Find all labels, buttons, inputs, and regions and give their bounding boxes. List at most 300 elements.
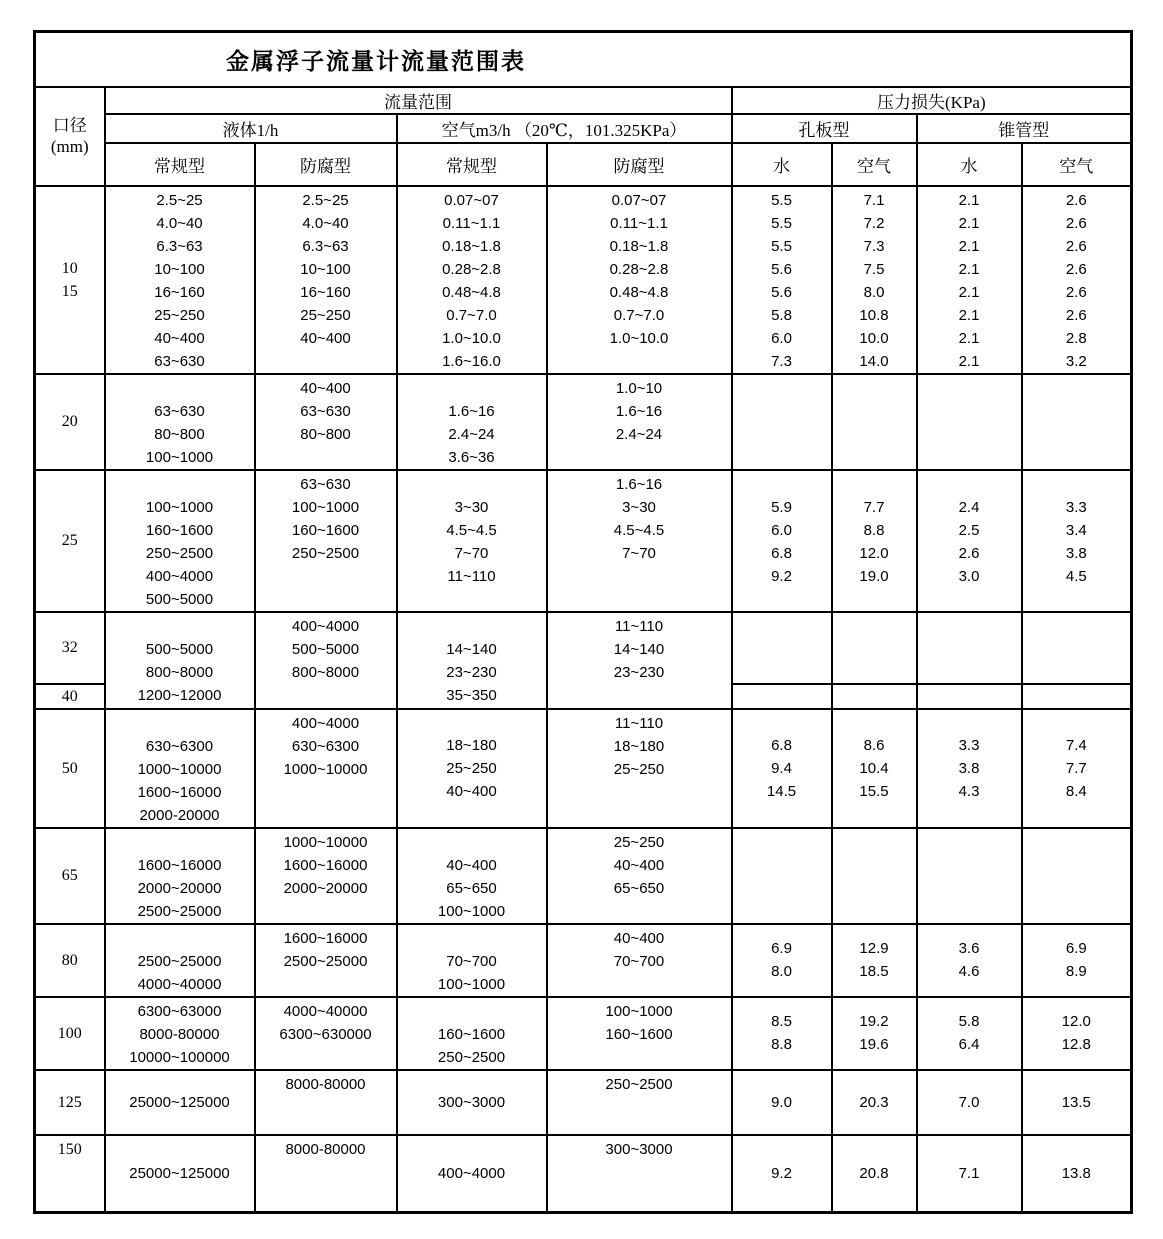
value-line: 1000~10000 bbox=[283, 833, 368, 851]
cell-orifice-water-values bbox=[733, 471, 831, 588]
col-header-cone-water: 水 bbox=[917, 143, 1022, 186]
table-row bbox=[35, 470, 1132, 612]
cell-orifice-water bbox=[732, 186, 832, 374]
cell-air-anti-values bbox=[548, 829, 731, 900]
cell-cone-water bbox=[917, 1070, 1022, 1135]
value-line: 8.8 bbox=[863, 521, 885, 539]
value-line: 400~4000 bbox=[437, 1164, 506, 1182]
value-line: 150 bbox=[57, 1140, 82, 1158]
value-line: 13.5 bbox=[1061, 1093, 1091, 1111]
value-line: 2.6 bbox=[1065, 237, 1087, 255]
cell-cone-water bbox=[917, 374, 1022, 470]
value-line: 400~4000 bbox=[291, 617, 360, 635]
cell-liquid-normal-values bbox=[106, 829, 254, 923]
col-header-orifice-air: 空气 bbox=[832, 143, 917, 186]
value-line: 32 bbox=[61, 639, 78, 656]
cell-liquid-anti-values bbox=[256, 613, 396, 684]
cell-air-anti bbox=[547, 374, 732, 470]
cell-cone-water-values bbox=[918, 187, 1021, 373]
cell-air-normal bbox=[397, 997, 547, 1070]
value-line: 2500~25000 bbox=[137, 952, 222, 970]
value-line: 35~350 bbox=[446, 686, 497, 704]
cell-liquid-normal bbox=[105, 709, 255, 828]
value-line bbox=[398, 377, 546, 400]
cell-liquid-normal bbox=[105, 470, 255, 612]
value-line: 1.0~10.0 bbox=[609, 329, 669, 347]
cell-air-anti-values bbox=[548, 925, 731, 973]
value-line: 8.5 bbox=[771, 1013, 792, 1030]
col-header-diameter bbox=[35, 87, 105, 186]
value-line: 100~1000 bbox=[291, 498, 360, 516]
cell-cone-water-values bbox=[918, 734, 1021, 803]
value-line bbox=[398, 927, 546, 950]
value-line: 18~180 bbox=[446, 736, 497, 754]
value-line: 7.1 bbox=[958, 1164, 980, 1182]
value-line: 4000~40000 bbox=[137, 975, 222, 993]
cell-cone-air-values bbox=[1023, 1162, 1131, 1185]
cell-orifice-air-values bbox=[833, 1162, 916, 1185]
value-line bbox=[106, 927, 254, 950]
value-line: 8.4 bbox=[1065, 782, 1087, 800]
value-line: 25~250 bbox=[446, 759, 497, 777]
cell-air-normal-values bbox=[398, 471, 546, 588]
value-line: 8.8 bbox=[771, 1036, 792, 1053]
value-line: 4.0~40 bbox=[302, 214, 349, 232]
cell-diameter bbox=[35, 374, 105, 470]
value-line: 8000-80000 bbox=[285, 1140, 366, 1158]
value-line: 7.2 bbox=[863, 214, 885, 232]
value-line: 4.6 bbox=[958, 963, 980, 980]
value-line: 2500~25000 bbox=[137, 902, 222, 920]
cell-air-normal bbox=[397, 1070, 547, 1135]
cell-diameter bbox=[35, 470, 105, 612]
cell-liquid-anti-values bbox=[256, 829, 396, 900]
value-line: 63~630 bbox=[300, 402, 351, 420]
table-row bbox=[35, 1070, 1132, 1135]
value-line: 5.6 bbox=[771, 283, 792, 301]
value-line bbox=[398, 1000, 546, 1023]
value-line: 3~30 bbox=[454, 498, 489, 516]
cell-liquid-anti bbox=[255, 186, 397, 374]
value-line: 2.6 bbox=[1065, 283, 1087, 301]
table-row bbox=[35, 828, 1132, 924]
cell-air-normal-values bbox=[398, 1162, 546, 1185]
table-row bbox=[35, 997, 1132, 1070]
value-line: 2.4~24 bbox=[448, 425, 495, 443]
table-row bbox=[35, 186, 1132, 374]
cell-air-anti bbox=[547, 924, 732, 997]
cell-orifice-air-values bbox=[833, 734, 916, 803]
cell-liquid-anti bbox=[255, 1135, 397, 1213]
cell-diameter-values bbox=[36, 1091, 104, 1114]
value-line: 4.3 bbox=[958, 782, 980, 800]
value-line: 0.07~07 bbox=[444, 191, 499, 209]
cell-orifice-water-values bbox=[733, 1162, 831, 1185]
cell-orifice-air bbox=[832, 374, 917, 470]
value-line: 300~3000 bbox=[437, 1093, 506, 1111]
value-line: 7.7 bbox=[1065, 759, 1087, 777]
value-line: 3.3 bbox=[1065, 498, 1087, 516]
cell-liquid-anti bbox=[255, 470, 397, 612]
cell-cone-air-values bbox=[1023, 1091, 1131, 1114]
value-line: 10.4 bbox=[859, 759, 889, 777]
cell-liquid-normal bbox=[105, 186, 255, 374]
value-line: 3.0 bbox=[958, 567, 980, 585]
value-line: 500~5000 bbox=[145, 640, 214, 658]
value-line: 8000-80000 bbox=[285, 1075, 366, 1093]
value-line: 1000~10000 bbox=[283, 760, 368, 778]
value-line: 0.28~2.8 bbox=[609, 260, 669, 278]
value-line: 6.9 bbox=[1065, 940, 1087, 957]
cell-cone-water-values bbox=[918, 1091, 1021, 1114]
value-line: 6.8 bbox=[771, 736, 792, 754]
cell-orifice-water bbox=[732, 1135, 832, 1213]
value-line bbox=[106, 473, 254, 496]
cell-orifice-air bbox=[832, 1135, 917, 1213]
col-header-liquid-normal: 常规型 bbox=[105, 143, 255, 186]
value-line: 160~1600 bbox=[291, 521, 360, 539]
cell-liquid-normal bbox=[105, 1135, 255, 1213]
cell-cone-air bbox=[1022, 828, 1132, 924]
value-line: 10~100 bbox=[300, 260, 351, 278]
page-title: 金属浮子流量计流量范围表 bbox=[35, 32, 1132, 87]
value-line bbox=[1023, 473, 1131, 496]
cell-orifice-water-values bbox=[733, 187, 831, 373]
cell-cone-air bbox=[1022, 374, 1132, 470]
value-line: 40 bbox=[61, 687, 78, 705]
value-line: 4000~40000 bbox=[283, 1002, 368, 1020]
cell-liquid-anti bbox=[255, 374, 397, 470]
cell-cone-air-values bbox=[1023, 937, 1131, 983]
value-line: 2.8 bbox=[1065, 329, 1087, 347]
value-line: 14~140 bbox=[613, 640, 665, 658]
cell-orifice-air bbox=[832, 612, 917, 684]
value-line: 300~3000 bbox=[605, 1140, 673, 1158]
value-line: 23~230 bbox=[613, 663, 665, 681]
cell-liquid-normal-values bbox=[106, 925, 254, 996]
cell-diameter-values bbox=[36, 257, 104, 303]
value-line: 3.3 bbox=[958, 736, 980, 754]
value-line: 100~1000 bbox=[437, 902, 506, 920]
cell-air-anti-values bbox=[548, 471, 731, 565]
cell-cone-water-values bbox=[918, 471, 1021, 588]
value-line: 2.6 bbox=[1065, 260, 1087, 278]
cell-liquid-normal-values bbox=[106, 375, 254, 469]
cell-cone-water bbox=[917, 684, 1022, 709]
value-line: 80 bbox=[61, 951, 78, 969]
value-line: 400~4000 bbox=[145, 567, 214, 585]
value-line: 3.2 bbox=[1065, 352, 1087, 370]
value-line: 11~110 bbox=[614, 714, 664, 732]
cell-air-normal-values bbox=[398, 734, 546, 803]
value-line: 10~100 bbox=[154, 260, 205, 278]
cell-air-normal-values bbox=[398, 187, 546, 373]
cell-liquid-normal-values bbox=[106, 710, 254, 827]
cell-air-anti bbox=[547, 828, 732, 924]
value-line bbox=[106, 831, 254, 854]
value-line: 2000~20000 bbox=[137, 879, 222, 897]
col-header-liquid-anti: 防腐型 bbox=[255, 143, 397, 186]
col-header-air: 空气m3/h （20℃，101.325KPa） bbox=[397, 114, 732, 143]
cell-liquid-anti bbox=[255, 828, 397, 924]
value-line: 2.1 bbox=[958, 214, 980, 232]
cell-air-anti-values bbox=[548, 998, 731, 1046]
value-line: 5.5 bbox=[771, 191, 792, 209]
title-row bbox=[35, 32, 1132, 87]
value-line: 7.1 bbox=[863, 191, 885, 209]
value-line: 25~250 bbox=[613, 760, 665, 778]
value-line: 63~630 bbox=[300, 475, 351, 493]
value-line: 0.18~1.8 bbox=[442, 237, 501, 255]
cell-air-normal bbox=[397, 1135, 547, 1213]
value-line: 8.6 bbox=[863, 736, 885, 754]
value-line: 500~5000 bbox=[291, 640, 360, 658]
value-line: 2.5 bbox=[958, 521, 980, 539]
cell-liquid-normal bbox=[105, 374, 255, 470]
value-line: 400~4000 bbox=[291, 714, 360, 732]
value-line: 5.8 bbox=[771, 306, 792, 324]
value-line: 25000~125000 bbox=[129, 1093, 230, 1111]
value-line: 125 bbox=[57, 1093, 82, 1111]
value-line: 1.6~16 bbox=[448, 402, 495, 420]
value-line: 5.5 bbox=[771, 214, 792, 232]
value-line: 160~1600 bbox=[145, 521, 214, 539]
table-row bbox=[35, 709, 1132, 828]
cell-diameter-values bbox=[36, 1022, 104, 1045]
cell-cone-water bbox=[917, 924, 1022, 997]
cell-air-normal-values bbox=[398, 1091, 546, 1114]
cell-air-normal-values bbox=[398, 375, 546, 469]
cell-cone-air bbox=[1022, 684, 1132, 709]
value-line: 20.8 bbox=[859, 1164, 889, 1182]
value-line: 18~180 bbox=[613, 737, 665, 755]
cell-orifice-air-values bbox=[833, 187, 916, 373]
cell-air-normal bbox=[397, 186, 547, 374]
cell-cone-air-values bbox=[1023, 734, 1131, 803]
value-line: 0.7~7.0 bbox=[613, 306, 665, 324]
value-line: 14.0 bbox=[859, 352, 889, 370]
value-line: 40~400 bbox=[613, 929, 665, 947]
value-line: 6.3~63 bbox=[302, 237, 349, 255]
value-line: 2000~20000 bbox=[283, 879, 368, 897]
value-line: 7.3 bbox=[771, 352, 792, 370]
value-line: 80~800 bbox=[154, 425, 205, 443]
value-line: 14.5 bbox=[766, 782, 797, 800]
cell-orifice-air-values bbox=[833, 937, 916, 983]
cell-cone-water bbox=[917, 470, 1022, 612]
value-line: 16~160 bbox=[300, 283, 351, 301]
flow-range-table bbox=[33, 30, 1133, 1214]
cell-liquid-normal-values bbox=[106, 613, 254, 707]
value-line: 100~1000 bbox=[145, 498, 214, 516]
cell-liquid-anti-values bbox=[256, 1071, 396, 1096]
cell-cone-water bbox=[917, 828, 1022, 924]
cell-orifice-air bbox=[832, 828, 917, 924]
value-line: 50 bbox=[61, 759, 78, 777]
cell-diameter bbox=[35, 709, 105, 828]
cell-orifice-water-values bbox=[733, 937, 831, 983]
cell-liquid-anti bbox=[255, 709, 397, 828]
cell-diameter bbox=[35, 924, 105, 997]
value-line: 1.6~16 bbox=[615, 402, 663, 420]
value-line: 40~400 bbox=[446, 856, 497, 874]
value-line: 0.48~4.8 bbox=[609, 283, 669, 301]
value-line: 8.0 bbox=[863, 283, 885, 301]
cell-liquid-normal-values bbox=[106, 1091, 254, 1114]
value-line: 1.0~10 bbox=[615, 379, 663, 397]
value-line: 4.5 bbox=[1065, 567, 1087, 585]
value-line: 8.0 bbox=[771, 963, 792, 980]
cell-orifice-air bbox=[832, 709, 917, 828]
cell-diameter bbox=[35, 1135, 105, 1213]
cell-cone-water bbox=[917, 612, 1022, 684]
value-line: 2.5~25 bbox=[302, 191, 349, 209]
cell-air-normal bbox=[397, 612, 547, 709]
cell-liquid-anti-values bbox=[256, 925, 396, 973]
value-line: 100~1000 bbox=[605, 1002, 673, 1020]
value-line: 100 bbox=[57, 1024, 82, 1042]
value-line: 1600~16000 bbox=[283, 929, 368, 947]
cell-air-anti-values bbox=[548, 1071, 731, 1096]
cell-air-anti bbox=[547, 186, 732, 374]
value-line bbox=[918, 473, 1021, 496]
value-line: 9.2 bbox=[771, 1164, 792, 1182]
cell-orifice-air-values bbox=[833, 1091, 916, 1114]
value-line: 15 bbox=[61, 282, 78, 300]
value-line: 4.0~40 bbox=[156, 214, 203, 232]
value-line: 19.0 bbox=[859, 567, 889, 585]
cell-cone-water bbox=[917, 186, 1022, 374]
value-line: 7~70 bbox=[622, 544, 656, 562]
diameter-label-line1: 口径 bbox=[52, 116, 87, 135]
value-line: 8.9 bbox=[1065, 963, 1087, 980]
cell-cone-water bbox=[917, 709, 1022, 828]
cell-air-normal bbox=[397, 470, 547, 612]
value-line: 6300~630000 bbox=[279, 1025, 372, 1043]
cell-air-normal-values bbox=[398, 613, 546, 707]
value-line: 12.8 bbox=[1061, 1036, 1091, 1053]
value-line: 15.5 bbox=[859, 782, 889, 800]
value-line: 630~6300 bbox=[291, 737, 360, 755]
cell-orifice-water bbox=[732, 828, 832, 924]
diameter-label-line2: (mm) bbox=[50, 137, 89, 156]
cell-air-normal-values bbox=[398, 925, 546, 996]
value-line: 3.6 bbox=[958, 940, 980, 957]
value-line: 25~250 bbox=[613, 833, 665, 851]
cell-liquid-normal bbox=[105, 997, 255, 1070]
cell-cone-air bbox=[1022, 709, 1132, 828]
value-line: 40~400 bbox=[300, 379, 351, 397]
value-line bbox=[833, 473, 916, 496]
cell-air-anti bbox=[547, 997, 732, 1070]
col-header-cone-type: 锥管型 bbox=[917, 114, 1132, 143]
value-line: 7.3 bbox=[863, 237, 885, 255]
value-line: 0.11~1.1 bbox=[610, 214, 668, 232]
cell-cone-air-values bbox=[1023, 471, 1131, 588]
cell-cone-air bbox=[1022, 1135, 1132, 1213]
value-line: 0.48~4.8 bbox=[442, 283, 501, 301]
cell-liquid-anti-values bbox=[256, 187, 396, 350]
cell-cone-air bbox=[1022, 924, 1132, 997]
value-line: 160~1600 bbox=[605, 1025, 673, 1043]
cell-orifice-air bbox=[832, 997, 917, 1070]
cell-orifice-water-values bbox=[733, 734, 831, 803]
value-line: 1.0~10.0 bbox=[442, 329, 501, 347]
col-header-liquid: 液体1/h bbox=[105, 114, 397, 143]
value-line: 65 bbox=[61, 867, 78, 884]
value-line: 20.3 bbox=[859, 1093, 889, 1111]
cell-liquid-normal bbox=[105, 924, 255, 997]
table-row bbox=[35, 924, 1132, 997]
cell-cone-air bbox=[1022, 612, 1132, 684]
cell-orifice-air bbox=[832, 470, 917, 612]
value-line bbox=[106, 615, 254, 638]
value-line: 5.8 bbox=[958, 1013, 980, 1030]
cell-orifice-air-values bbox=[833, 1010, 916, 1056]
value-line: 3.8 bbox=[1065, 544, 1087, 562]
cell-air-anti-values bbox=[548, 613, 731, 684]
cell-diameter-values bbox=[36, 529, 104, 552]
value-line: 4.5~4.5 bbox=[446, 521, 497, 539]
value-line: 800~8000 bbox=[291, 663, 360, 681]
value-line: 2.4 bbox=[958, 498, 980, 516]
value-line: 5.6 bbox=[771, 260, 792, 278]
value-line: 2.6 bbox=[958, 544, 980, 562]
value-line: 250~2500 bbox=[437, 1048, 506, 1066]
value-line: 10 bbox=[61, 259, 78, 277]
value-line: 250~2500 bbox=[291, 544, 360, 562]
table-row bbox=[35, 612, 1132, 684]
header-row-subtypes bbox=[35, 143, 1132, 186]
value-line: 1200~12000 bbox=[137, 686, 222, 704]
value-line bbox=[398, 473, 546, 496]
value-line: 1600~16000 bbox=[283, 856, 368, 874]
cell-orifice-water bbox=[732, 612, 832, 684]
cell-liquid-anti bbox=[255, 1070, 397, 1135]
value-line: 6.3~63 bbox=[156, 237, 203, 255]
value-line: 3~30 bbox=[622, 498, 656, 516]
cell-liquid-anti-values bbox=[256, 1136, 396, 1161]
cell-diameter bbox=[35, 684, 105, 709]
value-line: 2.6 bbox=[1065, 191, 1087, 209]
value-line: 8000-80000 bbox=[139, 1025, 220, 1043]
cell-orifice-water bbox=[732, 470, 832, 612]
col-header-air-anti: 防腐型 bbox=[547, 143, 732, 186]
value-line: 1000~10000 bbox=[137, 760, 222, 778]
value-line: 3.4 bbox=[1065, 521, 1087, 539]
value-line bbox=[106, 377, 254, 400]
value-line: 160~1600 bbox=[437, 1025, 506, 1043]
value-line: 100~1000 bbox=[437, 975, 506, 993]
cell-orifice-water bbox=[732, 709, 832, 828]
value-line: 2500~25000 bbox=[283, 952, 368, 970]
value-line: 10.0 bbox=[859, 329, 889, 347]
value-line: 63~630 bbox=[154, 352, 205, 370]
value-line: 6.0 bbox=[771, 329, 792, 347]
value-line: 1.6~16.0 bbox=[442, 352, 501, 370]
cell-air-normal bbox=[397, 709, 547, 828]
cell-air-anti-values bbox=[548, 187, 731, 350]
value-line: 12.0 bbox=[1061, 1013, 1091, 1030]
value-line: 0.28~2.8 bbox=[442, 260, 501, 278]
value-line: 40~400 bbox=[300, 329, 351, 347]
value-line: 0.11~1.1 bbox=[442, 214, 501, 232]
value-line: 1600~16000 bbox=[137, 856, 222, 874]
value-line: 2.1 bbox=[958, 260, 980, 278]
value-line: 9.2 bbox=[771, 567, 792, 585]
value-line: 3.8 bbox=[958, 759, 980, 777]
value-line: 6.9 bbox=[771, 940, 792, 957]
